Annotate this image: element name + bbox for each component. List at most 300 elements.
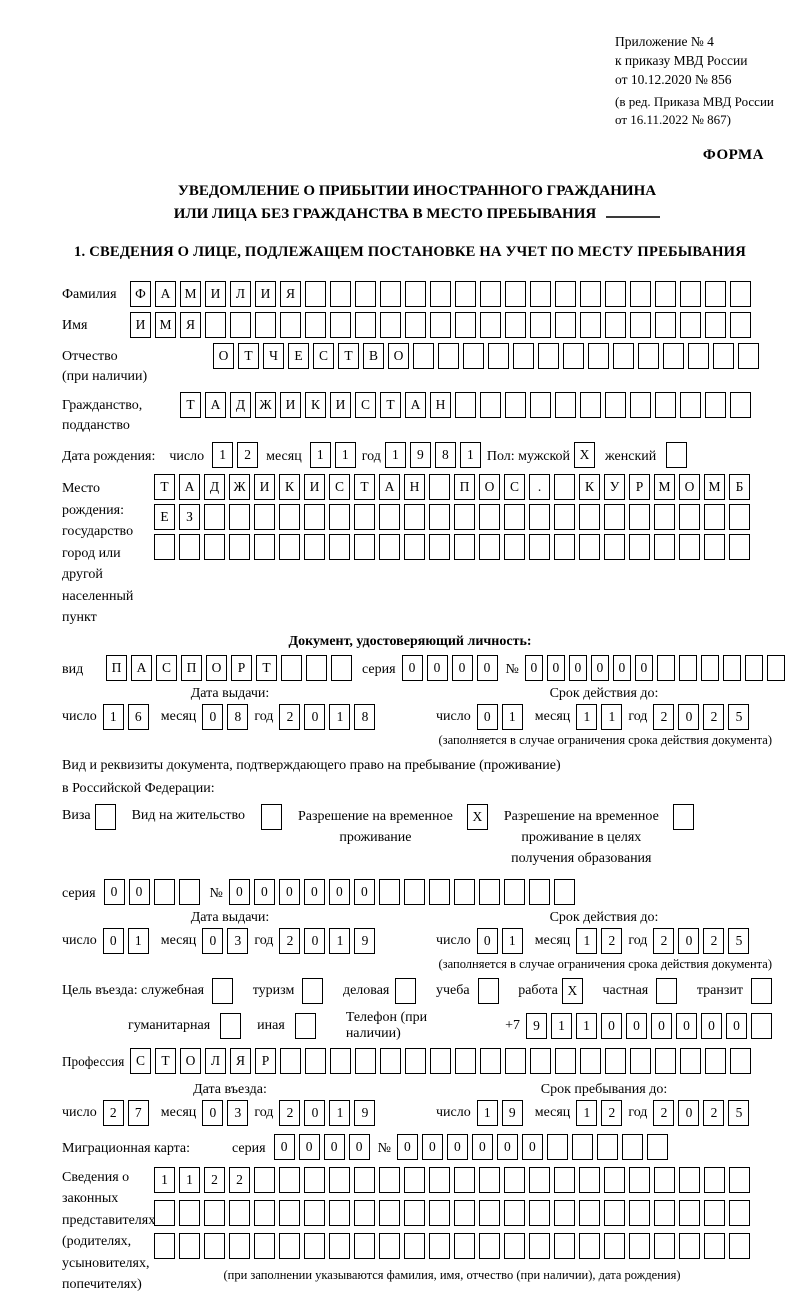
form-cell: [429, 1233, 450, 1259]
form-cell: [654, 534, 675, 560]
month-label: месяц: [160, 708, 197, 724]
form-cell: 0: [525, 655, 543, 681]
rdoc-series-cells: [104, 879, 200, 905]
form-cell: [329, 1200, 350, 1226]
form-cell: [538, 343, 559, 369]
form-cell: [655, 392, 676, 418]
form-cell: [580, 392, 601, 418]
form-cell: [305, 312, 326, 338]
form-cell: 2: [601, 1100, 622, 1126]
form-cell: [663, 343, 684, 369]
form-cell: 0: [678, 704, 699, 730]
form-cell: Р: [231, 655, 252, 681]
form-cell: С: [355, 392, 376, 418]
form-cell: О: [388, 343, 409, 369]
form-cell: [454, 1200, 475, 1226]
form-cell: [730, 312, 751, 338]
form-cell: [379, 504, 400, 530]
year-label: год: [628, 1104, 648, 1120]
purpose-row2: [62, 1010, 772, 1042]
form-cell: 0: [422, 1134, 443, 1160]
form-cell: [454, 1233, 475, 1259]
form-cell: [654, 504, 675, 530]
form-cell: [229, 534, 250, 560]
document-title: [62, 180, 772, 226]
mc-series-cells: [274, 1134, 370, 1160]
form-cell: 2: [653, 1100, 674, 1126]
tourism-checkbox: [302, 978, 323, 1004]
form-cell: [479, 879, 500, 905]
form-cell: [679, 1200, 700, 1226]
stay-until-label: Срок пребывания до:: [540, 1081, 668, 1097]
rdoc-expiry-month-cells: [576, 928, 622, 954]
form-cell: [513, 343, 534, 369]
representatives-cells: [154, 1165, 750, 1283]
form-cell: [229, 1233, 250, 1259]
form-cell: А: [179, 474, 200, 500]
form-cell: [679, 1233, 700, 1259]
form-cell: [354, 1167, 375, 1193]
form-cell: [479, 1233, 500, 1259]
form-cell: 2: [653, 928, 674, 954]
form-cell: П: [106, 655, 127, 681]
issue-date-label: Дата выдачи:: [190, 909, 270, 925]
form-cell: [429, 534, 450, 560]
profession-cells: [130, 1048, 751, 1074]
form-cell: [204, 1200, 225, 1226]
month-label: месяц: [160, 932, 197, 948]
temp-residence-edu-checkbox: [673, 804, 694, 830]
form-cell: 0: [299, 1134, 320, 1160]
form-cell: [680, 281, 701, 307]
form-cell: 0: [402, 655, 423, 681]
form-cell: 0: [497, 1134, 518, 1160]
form-cell: 1: [179, 1167, 200, 1193]
form-cell: [438, 343, 459, 369]
form-cell: [354, 534, 375, 560]
form-cell: 0: [129, 879, 150, 905]
form-cell: М: [180, 281, 201, 307]
form-cell: [430, 1048, 451, 1074]
form-cell: [629, 504, 650, 530]
form-cell: [480, 392, 501, 418]
form-cell: [579, 1233, 600, 1259]
form-cell: [729, 1233, 750, 1259]
form-cell: 2: [279, 704, 300, 730]
appendix-line: Приложение № 4: [615, 34, 714, 49]
form-cell: [404, 1200, 425, 1226]
form-cell: [380, 1048, 401, 1074]
form-cell: О: [479, 474, 500, 500]
form-cell: 0: [452, 655, 473, 681]
form-cell: [454, 534, 475, 560]
entry-dates: [62, 1082, 772, 1126]
form-cell: 1: [329, 1100, 350, 1126]
form-cell: 0: [547, 655, 565, 681]
id-issue-col: [62, 686, 398, 730]
form-cell: 0: [726, 1013, 747, 1039]
form-cell: [479, 1200, 500, 1226]
rdoc-issue-year-cells: [279, 928, 375, 954]
form-cell: О: [206, 655, 227, 681]
form-cell: С: [329, 474, 350, 500]
form-cell: [554, 504, 575, 530]
form-cell: [705, 312, 726, 338]
form-cell: [555, 281, 576, 307]
birth-place-row: [62, 474, 772, 629]
form-cell: [279, 534, 300, 560]
form-cell: 0: [202, 928, 223, 954]
form-cell: [654, 1167, 675, 1193]
form-cell: [330, 312, 351, 338]
revision-reference: [615, 93, 772, 129]
form-cell: 0: [678, 928, 699, 954]
form-cell: [605, 281, 626, 307]
form-cell: 2: [703, 1100, 724, 1126]
form-cell: 9: [354, 1100, 375, 1126]
birth-month-cells: [310, 442, 356, 468]
form-cell: 7: [128, 1100, 149, 1126]
form-cell: [404, 1233, 425, 1259]
form-cell: 9: [354, 928, 375, 954]
form-cell: [647, 1134, 668, 1160]
form-cell: 1: [329, 704, 350, 730]
form-cell: [730, 392, 751, 418]
name-row: [62, 312, 772, 338]
form-cell: [504, 1167, 525, 1193]
form-cell: И: [205, 281, 226, 307]
rdoc-issue-month-cells: [202, 928, 248, 954]
form-cell: [679, 504, 700, 530]
purpose-private: частная: [602, 978, 677, 1004]
revision-line: от 16.11.2022 № 867): [615, 112, 732, 127]
form-cell: 2: [703, 704, 724, 730]
form-cell: [655, 1048, 676, 1074]
form-cell: [154, 1200, 175, 1226]
form-cell: [413, 343, 434, 369]
entry-month-cells: [202, 1100, 248, 1126]
form-cell: 5: [728, 928, 749, 954]
form-cell: [605, 392, 626, 418]
patronymic-row: [62, 343, 772, 387]
form-cell: Т: [354, 474, 375, 500]
form-cell: Я: [280, 281, 301, 307]
form-cell: [154, 879, 175, 905]
form-cell: 0: [477, 704, 498, 730]
form-cell: 1: [576, 928, 597, 954]
form-cell: [455, 312, 476, 338]
form-cell: [701, 655, 719, 681]
form-cell: [630, 312, 651, 338]
day-label: число: [62, 708, 97, 724]
surname-cells: [130, 281, 751, 307]
year-label: год: [361, 449, 381, 464]
form-cell: [380, 281, 401, 307]
form-cell: [554, 534, 575, 560]
birth-place-cells-row1: [154, 474, 750, 500]
form-cell: [666, 442, 687, 468]
form-cell: Л: [230, 281, 251, 307]
stay-until-col: [436, 1082, 772, 1126]
sex-male-label: Пол: мужской: [486, 449, 571, 464]
form-cell: А: [131, 655, 152, 681]
form-cell: Т: [338, 343, 359, 369]
form-cell: [505, 281, 526, 307]
form-cell: 2: [703, 928, 724, 954]
form-cell: [280, 1048, 301, 1074]
form-cell: [304, 1167, 325, 1193]
form-cell: [254, 1200, 275, 1226]
form-cell: [488, 343, 509, 369]
form-cell: [738, 343, 759, 369]
form-cell: [613, 343, 634, 369]
form-cell: В: [363, 343, 384, 369]
rdoc-issue-day-cells: [103, 928, 149, 954]
form-cell: [355, 1048, 376, 1074]
form-cell: [505, 1048, 526, 1074]
form-cell: 0: [349, 1134, 370, 1160]
form-cell: О: [180, 1048, 201, 1074]
form-cell: И: [130, 312, 151, 338]
form-cell: 1: [385, 442, 406, 468]
work-checkbox: [562, 978, 583, 1004]
form-cell: О: [679, 474, 700, 500]
entry-year-cells: [279, 1100, 375, 1126]
form-cell: [580, 1048, 601, 1074]
visa-label: Виза: [62, 807, 91, 823]
form-cell: С: [130, 1048, 151, 1074]
form-cell: И: [280, 392, 301, 418]
form-cell: З: [179, 504, 200, 530]
patronymic-label: Отчество (при наличии): [62, 349, 148, 384]
form-cell: 1: [576, 1013, 597, 1039]
form-cell: [579, 504, 600, 530]
rdoc-series-row: [62, 879, 772, 905]
form-cell: [605, 1048, 626, 1074]
number-label: №: [505, 661, 519, 677]
form-cell: [154, 534, 175, 560]
form-cell: [679, 534, 700, 560]
form-cell: Т: [256, 655, 277, 681]
form-cell: [179, 1233, 200, 1259]
profession-row: [62, 1048, 772, 1074]
form-cell: [572, 1134, 593, 1160]
day-label: число: [169, 449, 205, 464]
form-cell: Ж: [255, 392, 276, 418]
form-cell: [212, 978, 233, 1004]
form-cell: 2: [279, 1100, 300, 1126]
purpose-tourism: туризм: [253, 978, 324, 1004]
form-cell: [530, 312, 551, 338]
form-cell: 0: [304, 879, 325, 905]
form-cell: [279, 1233, 300, 1259]
purpose-work: работа X: [518, 978, 583, 1004]
form-cell: [705, 1048, 726, 1074]
form-cell: П: [181, 655, 202, 681]
title-blank-underline: [606, 216, 660, 218]
form-label: ФОРМА: [702, 147, 764, 163]
form-cell: [680, 312, 701, 338]
form-cell: 0: [254, 879, 275, 905]
form-cell: И: [304, 474, 325, 500]
appendix-line: от 10.12.2020 № 856: [615, 72, 732, 87]
form-cell: [330, 1048, 351, 1074]
form-cell: [429, 879, 450, 905]
temp-residence-checkbox: [467, 804, 488, 830]
form-cell: [295, 1013, 316, 1039]
form-cell: [355, 281, 376, 307]
form-cell: [680, 392, 701, 418]
form-cell: 1: [212, 442, 233, 468]
expiry-date-label: Срок действия до:: [549, 909, 659, 925]
form-cell: [554, 1233, 575, 1259]
form-cell: [429, 1200, 450, 1226]
rdoc-dates: [62, 910, 772, 954]
form-cell: 1: [154, 1167, 175, 1193]
rdoc-expiry-year-cells: [653, 928, 749, 954]
birth-place-label: Место рождения: государство город или другой населенный пункт: [62, 481, 134, 625]
revision-line: (в ред. Приказа МВД России: [615, 94, 774, 109]
form-cell: [404, 1167, 425, 1193]
form-cell: [430, 312, 451, 338]
form-cell: 0: [304, 704, 325, 730]
form-cell: [95, 804, 116, 830]
form-cell: 9: [502, 1100, 523, 1126]
form-cell: 9: [410, 442, 431, 468]
temp-residence-label: Разрешение на временное проживание: [297, 808, 453, 845]
patronymic-cells: [213, 343, 759, 369]
form-cell: [255, 312, 276, 338]
form-cell: 2: [237, 442, 258, 468]
form-cell: [504, 1233, 525, 1259]
form-cell: [630, 281, 651, 307]
rdoc-expiry-col: [436, 910, 772, 954]
form-cell: [622, 1134, 643, 1160]
form-cell: Т: [238, 343, 259, 369]
form-cell: 1: [477, 1100, 498, 1126]
form-cell: [329, 504, 350, 530]
form-cell: [554, 1200, 575, 1226]
form-cell: [679, 1167, 700, 1193]
representatives-cells-row3: [154, 1233, 750, 1259]
form-cell: [705, 281, 726, 307]
form-cell: [723, 655, 741, 681]
form-cell: [555, 312, 576, 338]
id-issue-year-cells: [279, 704, 375, 730]
purpose-official: Цель въезда: служебная: [62, 978, 233, 1004]
form-cell: [429, 504, 450, 530]
form-cell: [604, 1200, 625, 1226]
birth-date-row: [62, 442, 772, 468]
form-cell: 0: [676, 1013, 697, 1039]
form-cell: [354, 1200, 375, 1226]
form-cell: X: [562, 978, 583, 1004]
purpose-row: [62, 978, 772, 1004]
form-cell: [429, 1167, 450, 1193]
form-cell: [654, 1200, 675, 1226]
title-line-2: ИЛИ ЛИЦА БЕЗ ГРАЖДАНСТВА В МЕСТО ПРЕБЫВАНИЯ: [62, 203, 772, 226]
form-cell: 0: [274, 1134, 295, 1160]
form-cell: [254, 1167, 275, 1193]
form-cell: 3: [227, 1100, 248, 1126]
sex-female-label: женский: [605, 449, 657, 464]
stay-month-cells: [576, 1100, 622, 1126]
rdoc-expiry-note: (заполняется в случае ограничения срока действия документа): [438, 956, 772, 971]
form-cell: 0: [651, 1013, 672, 1039]
form-cell: [305, 1048, 326, 1074]
form-cell: [679, 655, 697, 681]
form-cell: [379, 1233, 400, 1259]
form-cell: [379, 879, 400, 905]
form-cell: 2: [279, 928, 300, 954]
form-cell: П: [454, 474, 475, 500]
form-cell: И: [330, 392, 351, 418]
form-cell: [254, 534, 275, 560]
id-doc-heading: Документ, удостоверяющий личность:: [288, 633, 532, 649]
official-checkbox: [212, 978, 233, 1004]
form-cell: 8: [227, 704, 248, 730]
birth-place-cells-row3: [154, 534, 750, 560]
humanitarian-checkbox: [220, 1013, 241, 1039]
form-cell: [304, 1233, 325, 1259]
form-cell: 8: [435, 442, 456, 468]
other-checkbox: [295, 1013, 316, 1039]
right-doc-line1: Вид и реквизиты документа, подтверждающего право на пребывание (проживание): [62, 757, 561, 773]
form-cell: Ф: [130, 281, 151, 307]
surname-row: [62, 281, 772, 307]
form-cell: 1: [502, 928, 523, 954]
id-doc-row: [62, 655, 772, 681]
number-label: №: [377, 1140, 391, 1156]
form-cell: Т: [155, 1048, 176, 1074]
form-cell: [554, 474, 575, 500]
form-cell: Т: [180, 392, 201, 418]
form-cell: [405, 281, 426, 307]
form-cell: [279, 504, 300, 530]
form-cell: [547, 1134, 568, 1160]
form-cell: [604, 504, 625, 530]
form-cell: Н: [430, 392, 451, 418]
form-cell: [179, 534, 200, 560]
form-cell: [480, 1048, 501, 1074]
form-cell: А: [405, 392, 426, 418]
form-cell: Ж: [229, 474, 250, 500]
residence-permit-checkbox: [261, 804, 282, 830]
form-cell: [405, 1048, 426, 1074]
form-cell: [673, 804, 694, 830]
birth-place-cells-row2: [154, 504, 750, 530]
form-cell: [254, 504, 275, 530]
form-cell: Ч: [263, 343, 284, 369]
form-cell: [604, 1233, 625, 1259]
form-cell: С: [313, 343, 334, 369]
section1-heading: 1. СВЕДЕНИЯ О ЛИЦЕ, ПОДЛЕЖАЩЕМ ПОСТАНОВКЕ НА УЧЕТ ПО МЕСТУ ПРЕБЫВАНИЯ: [74, 244, 746, 260]
form-cell: [729, 504, 750, 530]
surname-label: Фамилия: [62, 287, 117, 302]
birth-year-cells: [385, 442, 481, 468]
form-cell: [597, 1134, 618, 1160]
form-cell: [404, 504, 425, 530]
form-cell: 3: [227, 928, 248, 954]
form-cell: [220, 1013, 241, 1039]
representatives-label: Сведения о законных представителях (родителях, усыновителях, попечителях): [62, 1169, 156, 1292]
form-cell: [404, 879, 425, 905]
form-cell: .: [529, 474, 550, 500]
stay-year-cells: [653, 1100, 749, 1126]
form-cell: А: [205, 392, 226, 418]
form-cell: [530, 281, 551, 307]
form-cell: С: [156, 655, 177, 681]
